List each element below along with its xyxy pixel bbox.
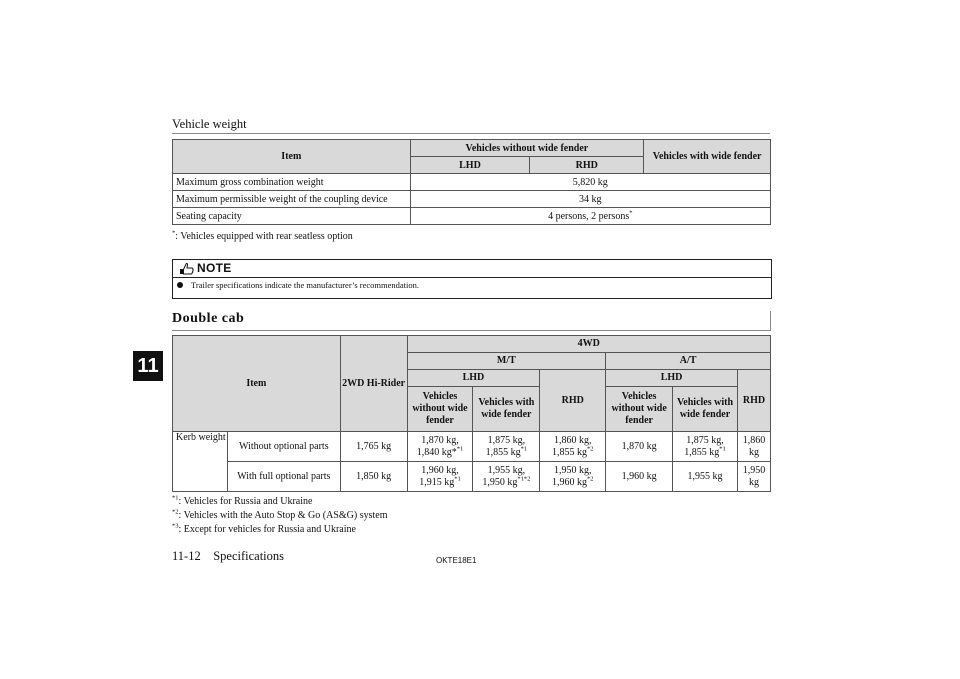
page-section: Specifications [213, 549, 285, 563]
row-value: 5,820 kg [410, 174, 770, 191]
row-value-cell [410, 208, 770, 225]
note-header [173, 260, 771, 278]
mt-lhd-with-value: 1,875 kg, 1,855 $kg^{*1}$ [473, 432, 540, 462]
doc-code: OKTE18E1 [436, 556, 477, 565]
row-value: 4 persons, 2 persons [548, 210, 630, 222]
title-rule [172, 330, 770, 331]
note-item [177, 280, 419, 290]
double-cab-table [172, 335, 771, 492]
footnote: $^{*2}$: Vehicles with the Auto Stop & Go (AS&G) system [172, 508, 388, 521]
at-rhd-value: 1,860 kg [737, 432, 770, 462]
table-row [173, 432, 771, 462]
mt-rhd-value: 1,860 kg, 1,855 $kg^{*2}$ [540, 432, 606, 462]
footnote-mark: * [172, 229, 176, 237]
note-title: NOTE [197, 261, 232, 275]
footnote: $^{*1}$: Vehicles for Russia and Ukraine [172, 494, 313, 507]
mt-rhd-header: RHD [540, 370, 606, 432]
row-group-label: Kerb weight [173, 432, 228, 492]
row-label: Seating capacity [173, 208, 411, 225]
double-cab-footnotes [172, 495, 387, 537]
at-lhd-without-value: 1,960 kg [606, 462, 673, 492]
footnote-ref: * [629, 209, 633, 217]
note-hand-icon [179, 262, 194, 275]
mt-lhd-with-value: 1,955 kg, 1,950 $kg^{*1*2}$ [473, 462, 540, 492]
lhd-header: LHD [410, 157, 530, 174]
table-row [173, 462, 771, 492]
page-number: 11-12 [172, 549, 201, 563]
rhd-header: RHD [530, 157, 644, 174]
section-header: Vehicle weight [172, 117, 247, 131]
at-without-fender-header: Vehicles without wide fender [606, 387, 673, 432]
mt-lhd-without-value: 1,870 kg, 1,840 kg*$^{*1}$ [407, 432, 473, 462]
footnote-text: : Vehicles equipped with rear seatless option [175, 231, 353, 242]
chapter-tab: 11 [133, 351, 163, 381]
header-rule [172, 133, 770, 134]
row-label: Maximum permissible weight of the coupling device [173, 191, 411, 208]
mt-lhd-header: LHD [407, 370, 540, 387]
mt-rhd-value: 1,950 kg, 1,960 $kg^{*2}$ [540, 462, 606, 492]
table-row [173, 191, 771, 208]
footnote: $^{*3}$: Except for vehicles for Russia and Ukraine [172, 522, 356, 535]
double-cab-title: Double cab [172, 311, 245, 326]
at-header: A/T [606, 353, 771, 370]
two-wd-value: 1,850 kg [340, 462, 407, 492]
vehicle-weight-table [172, 139, 771, 225]
mt-lhd-without-value: 1,960 kg, 1,915 $kg^{*1}$ [407, 462, 473, 492]
mt-without-fender-header: Vehicles without wide fender [407, 387, 473, 432]
two-wd-header: 2WD Hi-Rider [340, 336, 407, 432]
with-fender-header: Vehicles with wide fender [644, 140, 771, 174]
table-row [173, 208, 771, 225]
two-wd-value: 1,765 kg [340, 432, 407, 462]
four-wd-header: 4WD [407, 336, 770, 353]
at-lhd-header: LHD [606, 370, 738, 387]
without-fender-header: Vehicles without wide fender [410, 140, 644, 157]
at-lhd-without-value: 1,870 kg [606, 432, 673, 462]
item-header: Item [173, 140, 411, 174]
at-lhd-with-value: 1,955 kg [673, 462, 738, 492]
page-footer [172, 549, 284, 564]
at-rhd-value: 1,950 kg [737, 462, 770, 492]
at-lhd-with-value: 1,875 kg, 1,855 $kg^{*1}$ [673, 432, 738, 462]
title-rule-end [770, 311, 771, 331]
row-value: 34 kg [410, 191, 770, 208]
bullet-icon [177, 282, 183, 288]
row-label: With full optional parts [227, 462, 340, 492]
note-box [172, 259, 772, 299]
at-with-fender-header: Vehicles with wide fender [673, 387, 738, 432]
table-row [173, 174, 771, 191]
row-label: Without optional parts [227, 432, 340, 462]
table1-footnote [172, 231, 353, 242]
item-header: Item [173, 336, 341, 432]
at-rhd-header: RHD [737, 370, 770, 432]
mt-header: M/T [407, 353, 606, 370]
mt-with-fender-header: Vehicles with wide fender [473, 387, 540, 432]
note-item-text: Trailer specifications indicate the manufacturer’s recommendation. [191, 280, 420, 290]
row-label: Maximum gross combination weight [173, 174, 411, 191]
